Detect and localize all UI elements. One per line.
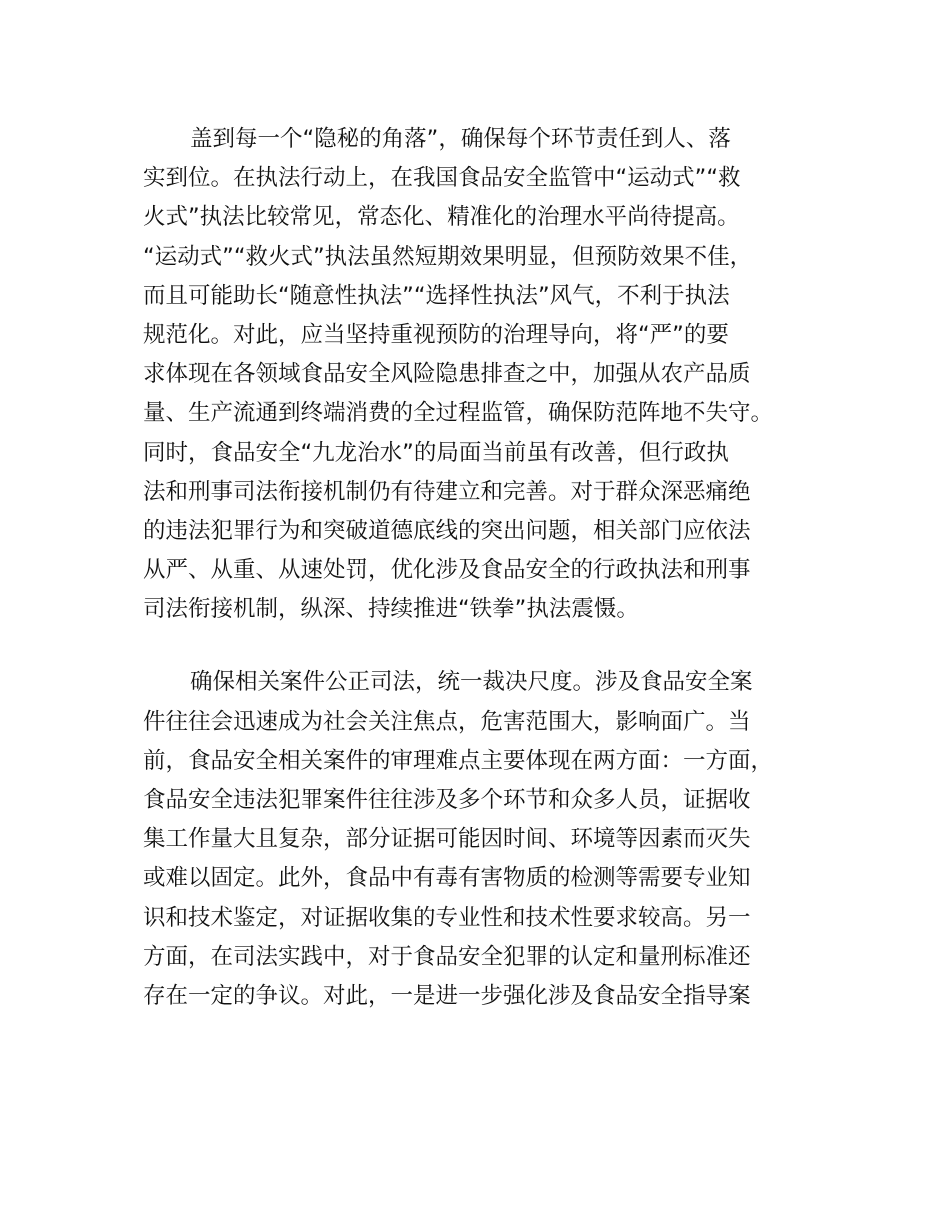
text-line: 火式”执法比较常见，常态化、精准化的治理水平尚待提高。: [143, 204, 740, 231]
text-line: 食品安全违法犯罪案件往往涉及多个环节和众多人员，证据收: [143, 787, 751, 813]
text-line: 盖到每一个“隐秘的角落”，确保每个环节责任到人、落: [190, 126, 731, 152]
text-line: 确保相关案件公正司法，统一裁决尺度。涉及食品安全案: [190, 669, 753, 696]
text-line: 法和刑事司法衔接机制仍有待建立和完善。对于群众深恶痛绝: [143, 478, 751, 505]
text-line: 量、生产流通到终端消费的全过程监管，确保防范阵地不失守。: [143, 400, 774, 427]
text-line: 从严、从重、从速处罚，优化涉及食品安全的行政执法和刑事: [143, 557, 751, 584]
text-line: 的违法犯罪行为和突破道德底线的突出问题，相关部门应依法: [143, 517, 751, 544]
text-line: 识和技术鉴定，对证据收集的专业性和技术性要求较高。另一: [143, 904, 751, 931]
text-line: 求体现在各领域食品安全风险隐患排查之中，加强从农产品质: [143, 361, 751, 388]
text-line: 存在一定的争议。对此，一是进一步强化涉及食品安全指导案: [143, 982, 751, 1009]
text-line: 或难以固定。此外，食品中有毒有害物质的检测等需要专业知: [143, 865, 751, 892]
text-line: “运动式”“救火式”执法虽然短期效果明显，但预防效果不佳，: [143, 243, 753, 270]
paragraph-judicial-fairness: [143, 663, 843, 1016]
text-line: 件往往会迅速成为社会关注焦点，危害范围大，影响面广。当: [143, 708, 751, 735]
text-line: 同时，食品安全“九龙治水”的局面当前虽有改善，但行政执: [143, 439, 729, 466]
text-line: 前，食品安全相关案件的审理难点主要体现在两方面：一方面，: [143, 747, 774, 774]
document-page: [143, 120, 843, 1016]
text-line: 而且可能助长“随意性执法”“选择性执法”风气，不利于执法: [143, 282, 730, 309]
text-line: 方面，在司法实践中，对于食品安全犯罪的认定和量刑标准还: [143, 943, 751, 970]
text-line: 实到位。在执法行动上，在我国食品安全监管中“运动式”“救: [143, 165, 741, 192]
text-line: 规范化。对此，应当坚持重视预防的治理导向，将“严”的要: [143, 321, 729, 348]
text-line: 集工作量大且复杂，部分证据可能因时间、环境等因素而灭失: [143, 826, 751, 853]
text-line: 司法衔接机制，纵深、持续推进“铁拳”执法震慑。: [143, 596, 639, 623]
paragraph-law-enforcement: [143, 120, 843, 629]
